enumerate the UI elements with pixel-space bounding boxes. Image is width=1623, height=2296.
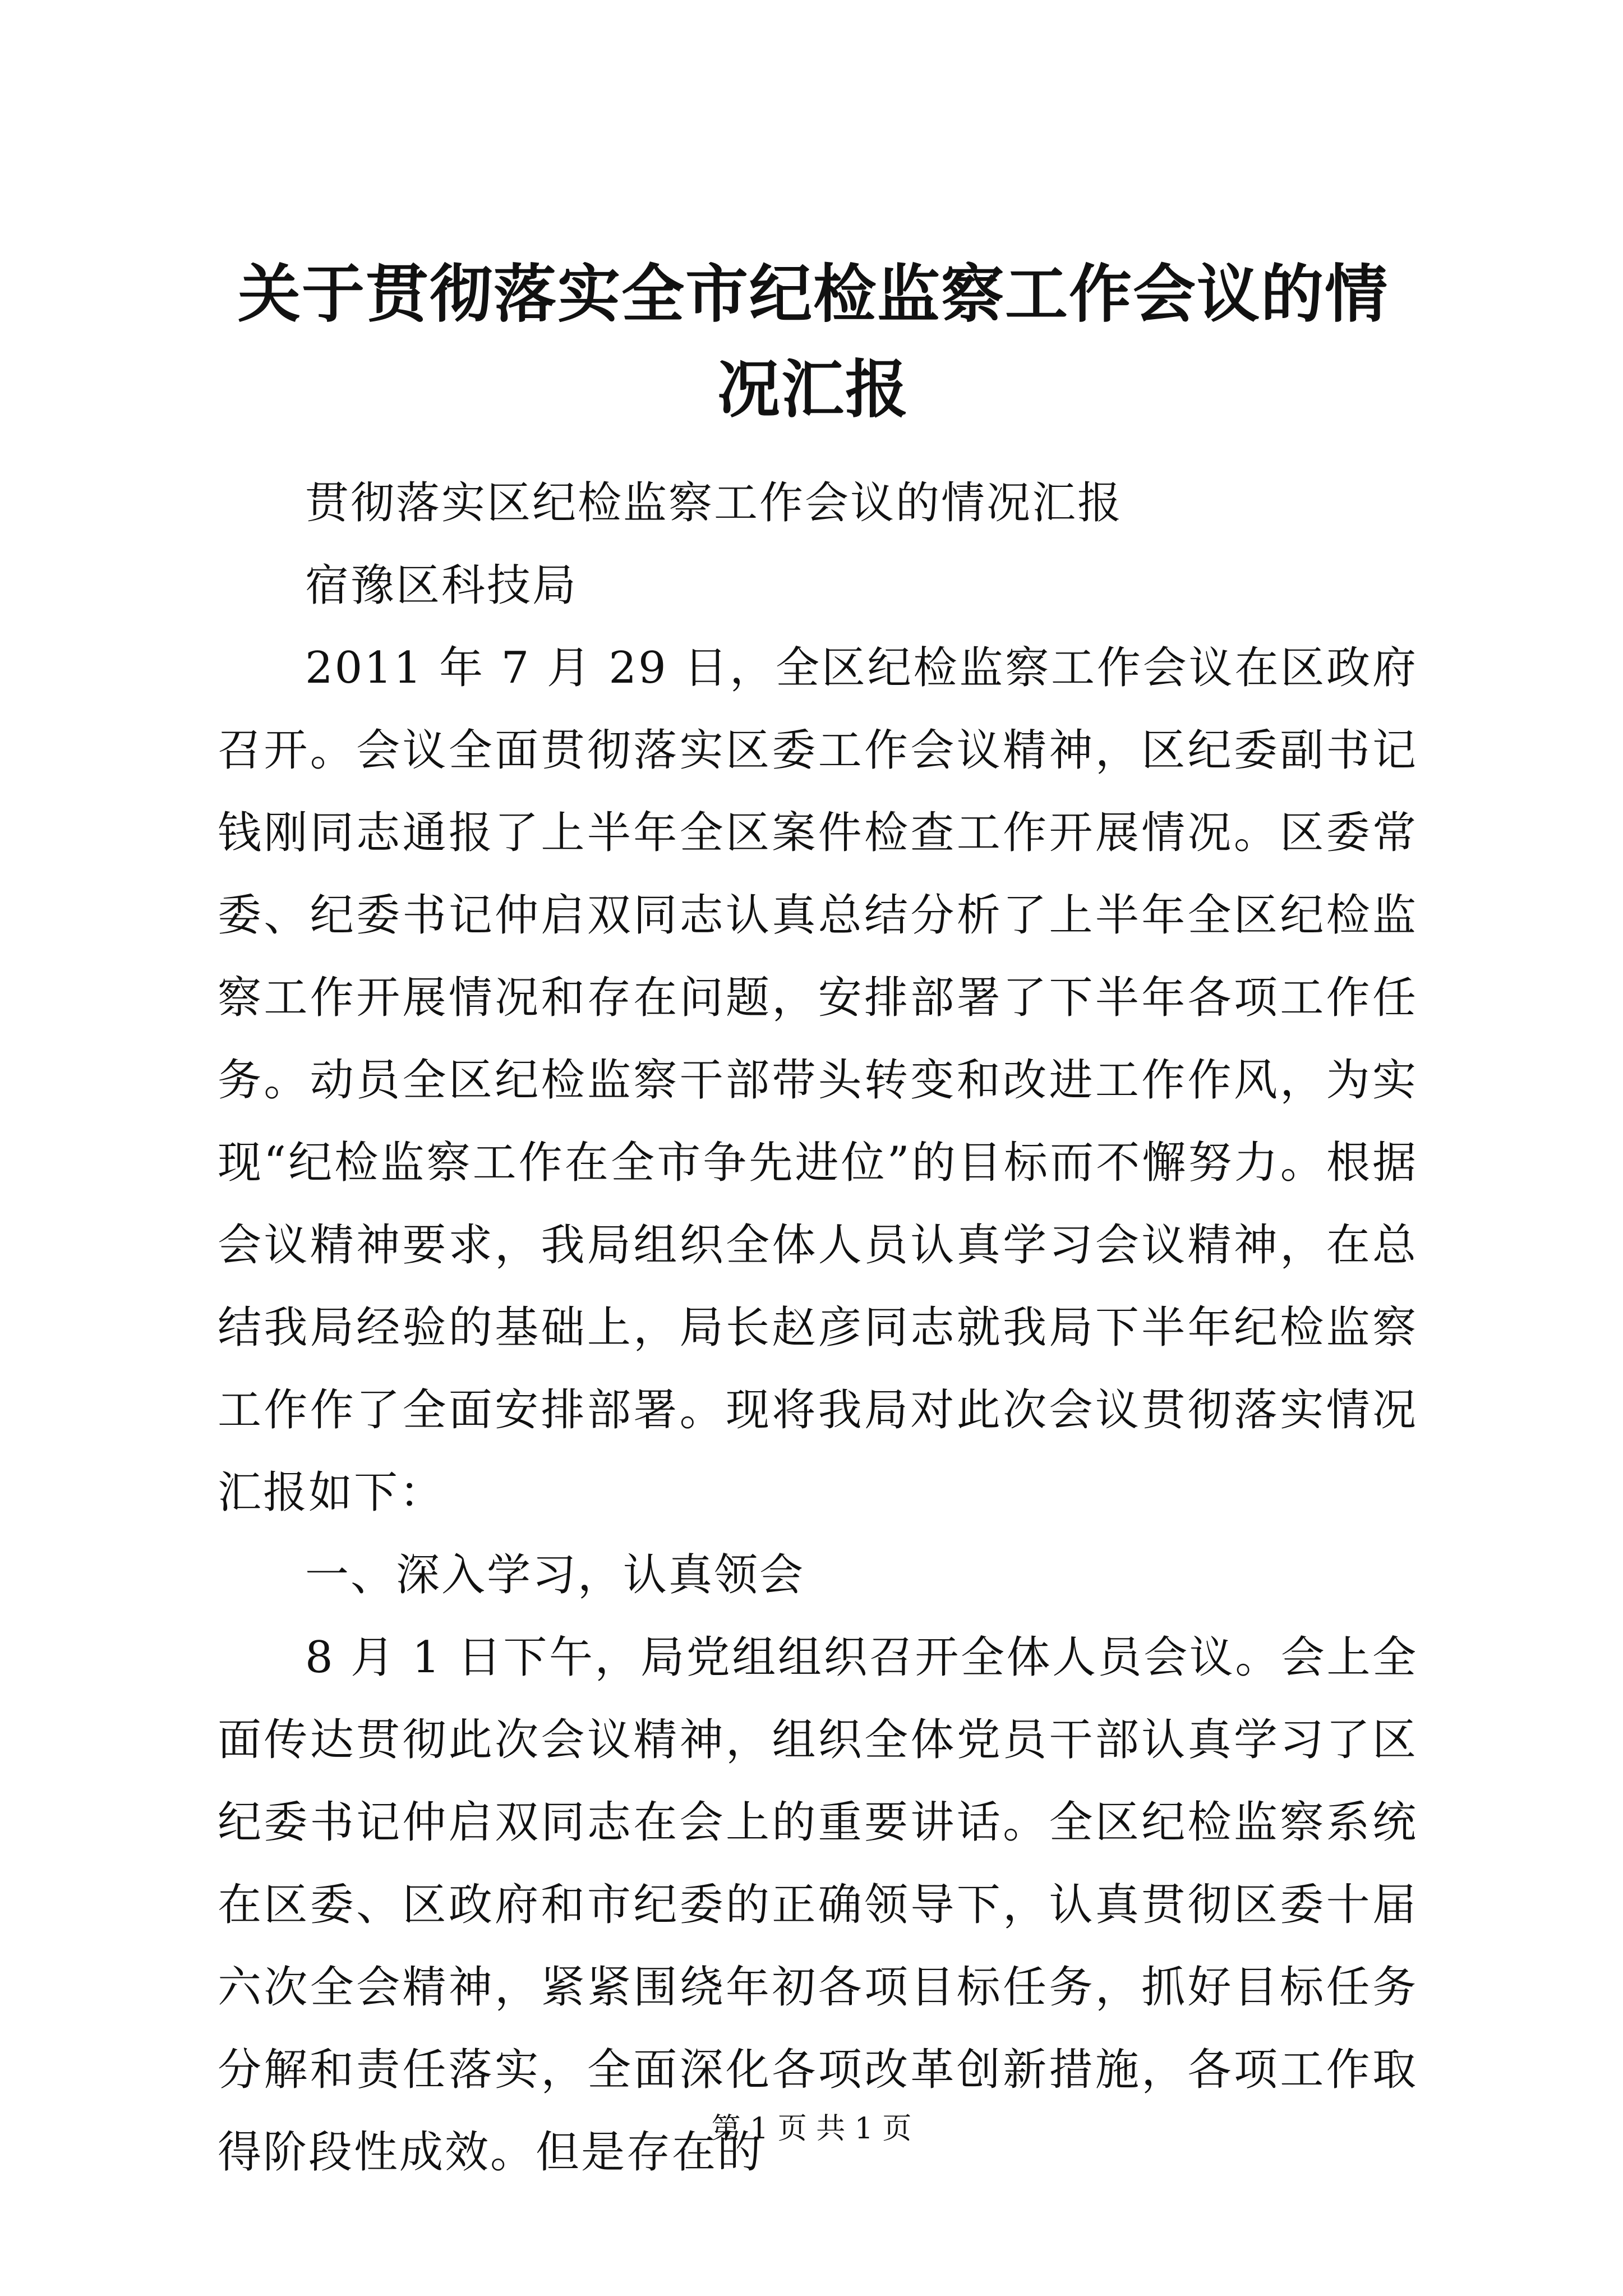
- author-paragraph: 宿豫区科技局: [305, 560, 578, 611]
- document-body: [218, 462, 1418, 2194]
- intro-paragraph: 2011 年 7 月 29 日，全区纪检监察工作会议在区政府召开。会议全面贯彻落实区委工作会议精神，区纪委副书记钱刚同志通报了上半年全区案件检查工作开展情况。区委常委、纪委书记仲启双同志认真总结分析了上半年全区纪检监察工作开展情况和存在问题，安排部署了下半年各项工作任务。动员全区纪检监察干部带头转变和改进工作作风，为实现“纪检监察工作在全市争先进位”的目标而不懈努力。根据会议精神要求，我局组织全体人员认真学习会议精神，在总结我局经验的基础上，局长赵彦同志就我局下半年纪检监察工作作了全面安排部署。现将我局对此次会议贯彻落实情况汇报如下：: [218, 643, 1418, 1518]
- page-footer: 第 1 页 共 1 页: [711, 2112, 912, 2146]
- document-title: 关于贯彻落实全市纪检监察工作会议的情况汇报: [238, 257, 1389, 426]
- subtitle-paragraph: 贯彻落实区纪检监察工作会议的情况汇报: [305, 478, 1123, 528]
- section-paragraph: 8 月 1 日下午，局党组组织召开全体人员会议。会上全面传达贯彻此次会议精神，组织全体党员干部认真学习了区纪委书记仲启双同志在会上的重要讲话。全区纪检监察系统在区委、区政府和市纪委的正确领导下，认真贯彻区委十届六次全会精神，紧紧围绕年初各项目标任务，抓好目标任务分解和责任落实，全面深化各项改革创新措施，各项工作取得阶段性成效。但是存在的: [218, 1632, 1418, 2178]
- section-heading: 一、深入学习，认真领会: [305, 1550, 805, 1600]
